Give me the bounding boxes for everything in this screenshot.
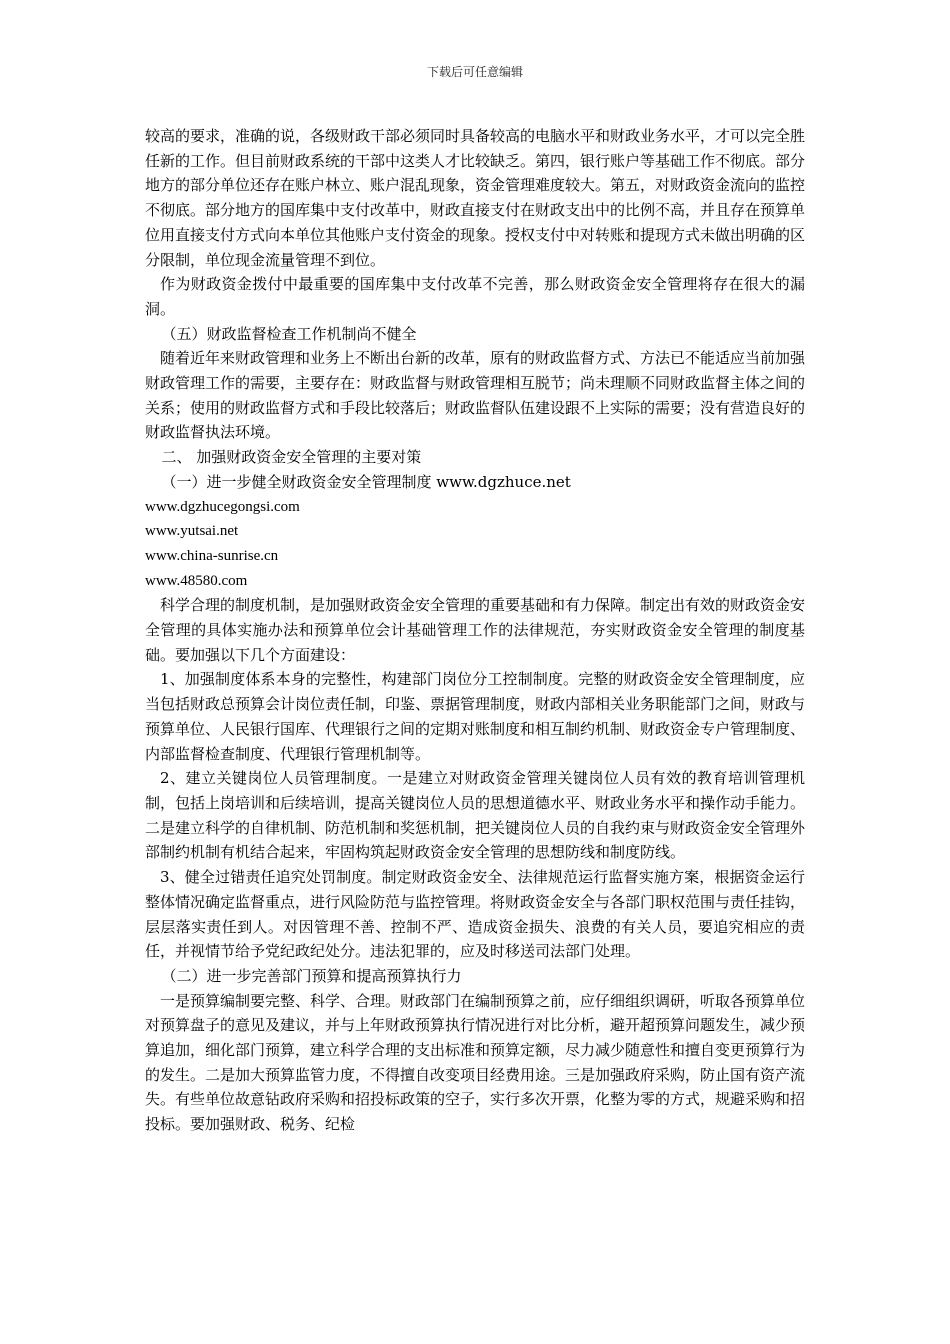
- paragraph: 较高的要求，准确的说，各级财政干部必须同时具备较高的电脑水平和财政业务水平，才可以完全胜任新的工作。但目前财政系统的干部中这类人才比较缺乏。第四，银行账户等基础工作不彻底。部分地方的部分单位还存在账户林立、账户混乱现象，资金管理难度较大。第五，对财政资金流向的监控不彻底。部分地方的国库集中支付改革中，财政直接支付在财政支出中的比例不高，并且存在预算单位用直接支付方式向本单位其他账户支付资金的现象。授权支付中对转账和提现方式未做出明确的区分限制，单位现金流量管理不到位。: [145, 127, 806, 269]
- section-heading: 二、 加强财政资金安全管理的主要对策: [161, 448, 422, 467]
- page-header: 下载后可任意编辑: [426, 65, 523, 79]
- section-heading: （二）进一步完善部门预算和提高预算执行力: [161, 966, 462, 985]
- paragraph: 随着近年来财政管理和业务上不断出台新的改革，原有的财政监督方式、方法已不能适应当前加强财政管理工作的需要，主要存在：财政监督与财政管理相互脱节；尚未理顺不同财政监督主体之间的关系；使用的财政监督方式和手段比较落后；财政监督队伍建设跟不上实际的需要；没有营造良好的财政监督执法环境。: [145, 349, 806, 442]
- list-item: 3、健全过错责任追究处罚制度。制定财政资金安全、法律规范运行监督实施方案，根据资金运行整体情况确定监督重点，进行风险防范与监控管理。将财政资金安全与各部门职权范围与责任挂钩，层层落实责任到人。对因管理不善、控制不严、造成资金损失、浪费的有关人员，要追究相应的责任，并视情节给予党纪政纪处分。违法犯罪的，应及时移送司法部门处理。: [145, 868, 806, 961]
- list-item: 2、建立关键岗位人员管理制度。一是建立对财政资金管理关键岗位人员有效的教育培训管理机制，包括上岗培训和后续培训，提高关键岗位人员的思想道德水平、财政业务水平和操作动手能力。二是建立科学的自律机制、防范机制和奖惩机制，把关键岗位人员的自我约束与财政资金安全管理外部制约机制有机结合起来，牢固构筑起财政资金安全管理的思想防线和制度防线。: [145, 769, 806, 862]
- paragraph: 作为财政资金拨付中最重要的国库集中支付改革不完善，那么财政资金安全管理将存在很大的漏洞。: [145, 275, 805, 318]
- section-heading: （五）财政监督检查工作机制尚不健全: [161, 324, 417, 343]
- paragraph: 科学合理的制度机制，是加强财政资金安全管理的重要基础和有力保障。制定出有效的财政资金安全管理的具体实施办法和预算单位会计基础管理工作的法律规范，夯实财政资金安全管理的制度基础。要加强以下几个方面建设：: [145, 596, 806, 664]
- document-body: [145, 124, 805, 1137]
- url-line: www.48580.com: [145, 572, 248, 589]
- url-line: www.china-sunrise.cn: [145, 547, 279, 564]
- section-heading: （一）进一步健全财政资金安全管理制度 www.dgzhuce.net: [161, 472, 571, 491]
- url-line: www.yutsai.net: [145, 523, 239, 540]
- paragraph: 一是预算编制要完整、科学、合理。财政部门在编制预算之前，应仔细组织调研，听取各预算单位对预算盘子的意见及建议，并与上年财政预算执行情况进行对比分析，避开超预算问题发生，减少预算追加，细化部门预算，建立科学合理的支出标准和预算定额，尽力减少随意性和擅自变更预算行为的发生。二是加大预算监管力度，不得擅自改变项目经费用途。三是加强政府采购，防止国有资产流失。有些单位故意钻政府采购和招投标政策的空子，实行多次开票，化整为零的方式，规避采购和招投标。要加强财政、税务、纪检: [145, 991, 806, 1134]
- list-item: 1、加强制度体系本身的完整性，构建部门岗位分工控制制度。完整的财政资金安全管理制度，应当包括财政总预算会计岗位责任制，印鉴、票据管理制度，财政内部相关业务职能部门之间，财政与预算单位、人民银行国库、代理银行之间的定期对账制度和相互制约机制、财政资金专户管理制度、内部监督检查制度、代理银行管理机制等。: [145, 670, 806, 763]
- url-line: www.dgzhucegongsi.com: [145, 498, 300, 515]
